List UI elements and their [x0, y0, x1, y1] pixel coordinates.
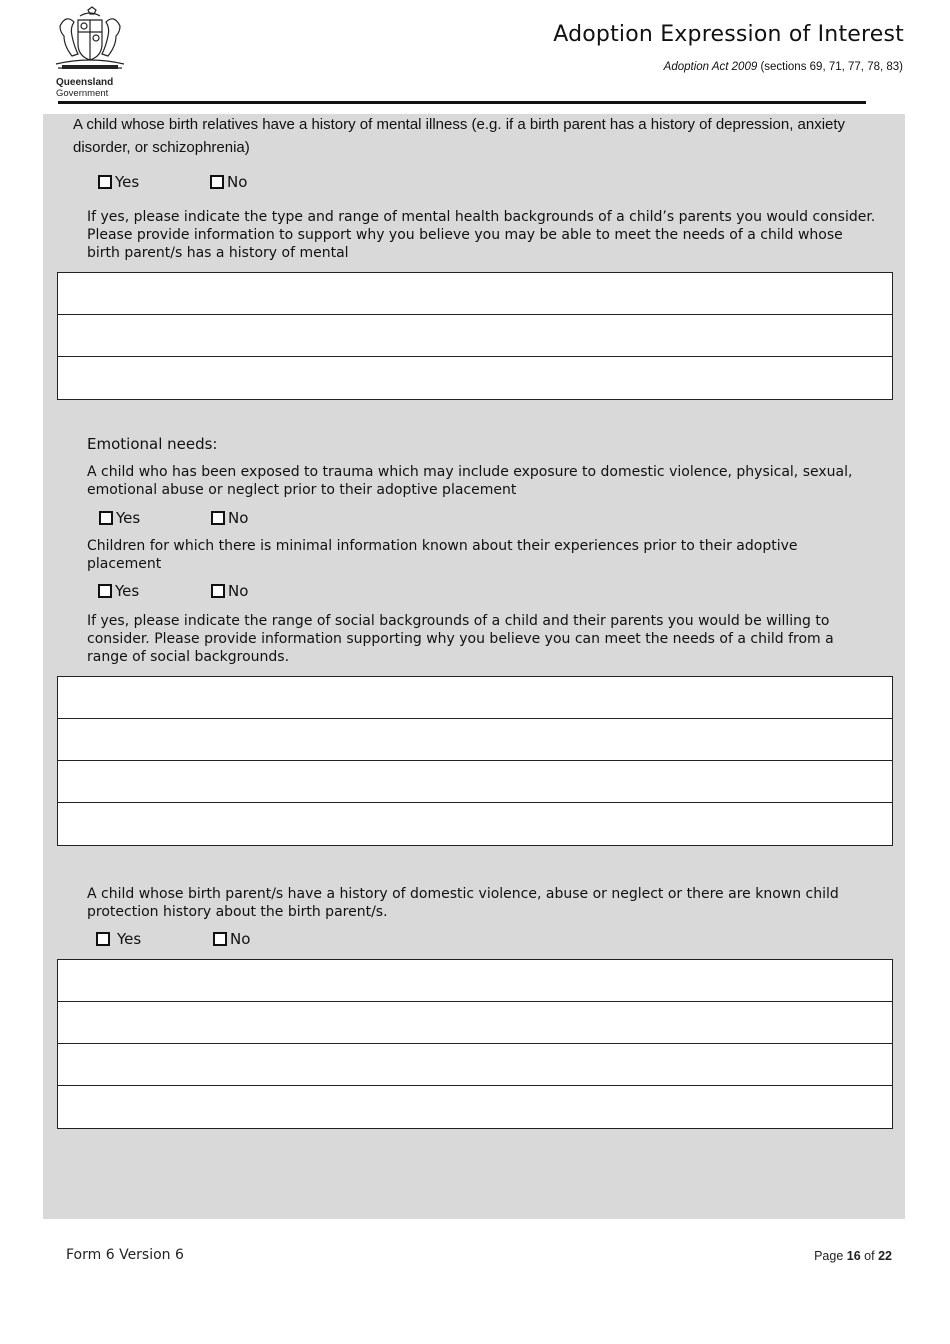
page-number: Page 16 of 22	[814, 1249, 892, 1263]
dv-yes-checkbox[interactable]	[96, 932, 110, 946]
form-version: Form 6 Version 6	[66, 1247, 184, 1263]
mental-illness-question: A child whose birth relatives have a history of mental illness (e.g. if a birth parent has a history of depression, anxiety disorder, or schizophrenia)	[73, 116, 846, 156]
mental-yes-checkbox[interactable]	[98, 175, 112, 189]
mental-no-label: No	[227, 173, 248, 191]
queensland-government-logo	[50, 6, 130, 100]
minimal-info-yes-label: Yes	[115, 582, 140, 600]
trauma-yes-option[interactable]	[99, 509, 140, 527]
document-title: Adoption Expression of Interest	[553, 22, 904, 47]
answer-row[interactable]	[58, 761, 892, 803]
dv-no-checkbox[interactable]	[213, 932, 227, 946]
answer-row[interactable]	[58, 1002, 892, 1044]
answer-row[interactable]	[58, 1086, 892, 1128]
mental-no-option[interactable]	[210, 173, 247, 191]
mental-yes-option[interactable]	[98, 173, 139, 191]
domestic-violence-question: A child whose birth parent/s have a history of domestic violence, abuse or neglect or there are known child protection history about the birth parent/s.	[87, 886, 839, 920]
answer-row[interactable]	[58, 803, 892, 845]
trauma-yes-label: Yes	[116, 509, 141, 527]
trauma-question: A child who has been exposed to trauma which may include exposure to domestic violence, physical, sexual, emotional abuse or neglect prior to their adoptive placement	[87, 464, 853, 498]
minimal-info-no-option[interactable]	[211, 582, 248, 600]
dv-no-option[interactable]	[213, 930, 250, 948]
logo-text-government: Government	[56, 88, 109, 99]
answer-row[interactable]	[58, 719, 892, 761]
trauma-no-option[interactable]	[211, 509, 248, 527]
domestic-violence-answer-table	[57, 959, 893, 1129]
logo-text-queensland: Queensland	[56, 77, 114, 88]
header-divider	[58, 101, 866, 104]
mental-yes-label: Yes	[115, 173, 140, 191]
answer-row[interactable]	[58, 677, 892, 719]
trauma-no-checkbox[interactable]	[211, 511, 225, 525]
act-sections: (sections 69, 71, 77, 78, 83)	[760, 61, 903, 73]
answer-row[interactable]	[58, 357, 892, 399]
mental-no-checkbox[interactable]	[210, 175, 224, 189]
answer-row[interactable]	[58, 1044, 892, 1086]
document-subtitle	[664, 61, 903, 73]
dv-no-label: No	[230, 930, 251, 948]
dv-yes-label: Yes	[117, 930, 142, 948]
minimal-information-question: Children for which there is minimal information known about their experiences prior to their adoptive placement	[87, 538, 798, 572]
current-page: 16	[846, 1249, 861, 1263]
total-pages: 22	[878, 1249, 892, 1263]
mental-illness-answer-table	[57, 272, 893, 400]
minimal-info-yes-checkbox[interactable]	[98, 584, 112, 598]
emotional-needs-heading: Emotional needs:	[87, 435, 218, 453]
trauma-yes-checkbox[interactable]	[99, 511, 113, 525]
minimal-info-yes-option[interactable]	[98, 582, 139, 600]
social-backgrounds-prompt: If yes, please indicate the range of social backgrounds of a child and their parents you would be willing to consider. Please provide information supporting why you believe you can meet the needs of a child from a range of social backgrounds.	[87, 613, 834, 665]
answer-row[interactable]	[58, 273, 892, 315]
social-backgrounds-answer-table	[57, 676, 893, 846]
dv-yes-option[interactable]	[96, 930, 141, 948]
minimal-info-no-checkbox[interactable]	[211, 584, 225, 598]
mental-illness-prompt: If yes, please indicate the type and range of mental health backgrounds of a child’s parents you would consider. Please provide information to support why you believe you may be able to meet the needs of a child whose birth parent/s has a history of mental	[87, 209, 876, 261]
trauma-no-label: No	[228, 509, 249, 527]
answer-row[interactable]	[58, 315, 892, 357]
act-name: Adoption Act 2009	[663, 61, 758, 73]
coat-of-arms-icon	[50, 6, 130, 78]
minimal-info-no-label: No	[228, 582, 249, 600]
answer-row[interactable]	[58, 960, 892, 1002]
